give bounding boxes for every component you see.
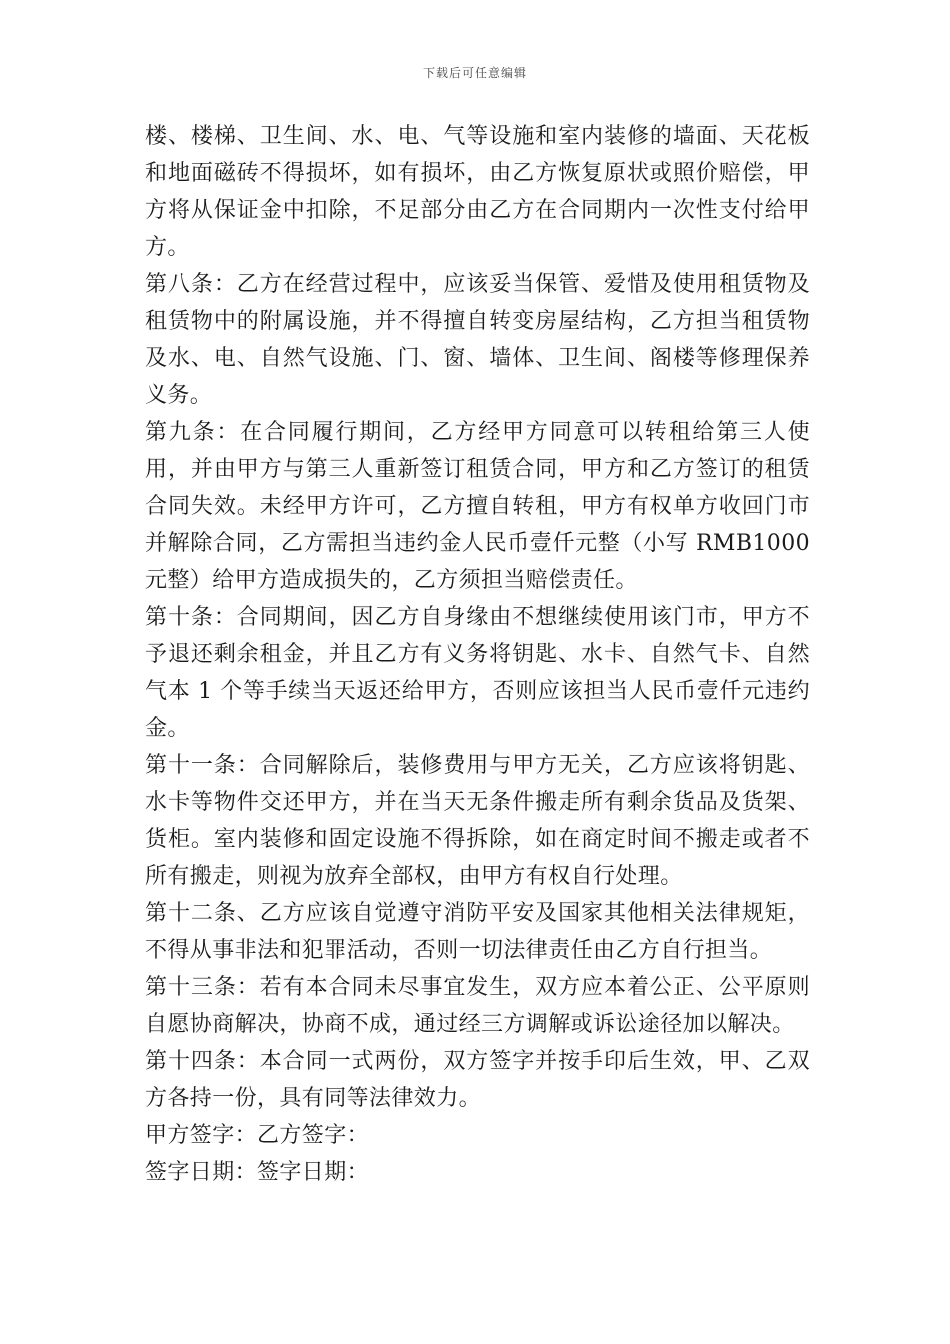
signature-date-line: 签字日期：签字日期：	[145, 1160, 370, 1185]
clause-9: 第九条：在合同履行期间，乙方经甲方同意可以转租给第三人使用，并由甲方与第三人重新签订租赁合同，甲方和乙方签订的租赁合同失效。未经甲方许可，乙方擅自转租，甲方有权单方收回门市并解除合同，乙方需担当违约金人民币壹仟元整（小写 RMB1000 元整）给甲方造成损失的，乙方须担当赔偿责任。	[145, 420, 810, 593]
document-body	[145, 118, 810, 1191]
clause-11: 第十一条：合同解除后，装修费用与甲方无关，乙方应该将钥匙、水卡等物件交还甲方，并在当天无条件搬走所有剩余货品及货架、货柜。室内装修和固定设施不得拆除，如在商定时间不搬走或者不所有搬走，则视为放弃全部权，由甲方有权自行处理。	[145, 753, 810, 889]
clause-13: 第十三条：若有本合同未尽事宜发生，双方应本着公正、公平原则自愿协商解决，协商不成，通过经三方调解或诉讼途径加以解决。	[145, 975, 810, 1037]
clause-continuation: 楼、楼梯、卫生间、水、电、气等设施和室内装修的墙面、天花板和地面磁砖不得损坏，如有损坏，由乙方恢复原状或照价赔偿，甲方将从保证金中扣除，不足部分由乙方在合同期内一次性支付给甲方。	[145, 124, 810, 260]
clause-14: 第十四条：本合同一式两份，双方签字并按手印后生效，甲、乙双方各持一份，具有同等法律效力。	[145, 1049, 810, 1111]
clause-8: 第八条：乙方在经营过程中，应该妥当保管、爱惜及使用租赁物及租赁物中的附属设施，并不得擅自转变房屋结构，乙方担当租赁物及水、电、自然气设施、门、窗、墙体、卫生间、阁楼等修理保养义务。	[145, 272, 810, 408]
signature-line: 甲方签字：乙方签字：	[145, 1123, 370, 1148]
clause-12: 第十二条、乙方应该自觉遵守消防平安及国家其他相关法律规矩，不得从事非法和犯罪活动，否则一切法律责任由乙方自行担当。	[145, 901, 810, 963]
page-header-note: 下载后可任意编辑	[422, 66, 527, 80]
clause-10: 第十条：合同期间，因乙方自身缘由不想继续使用该门市，甲方不予退还剩余租金，并且乙方有义务将钥匙、水卡、自然气卡、自然气本 1 个等手续当天返还给甲方，否则应该担当人民币壹仟元违约金。	[145, 605, 810, 741]
